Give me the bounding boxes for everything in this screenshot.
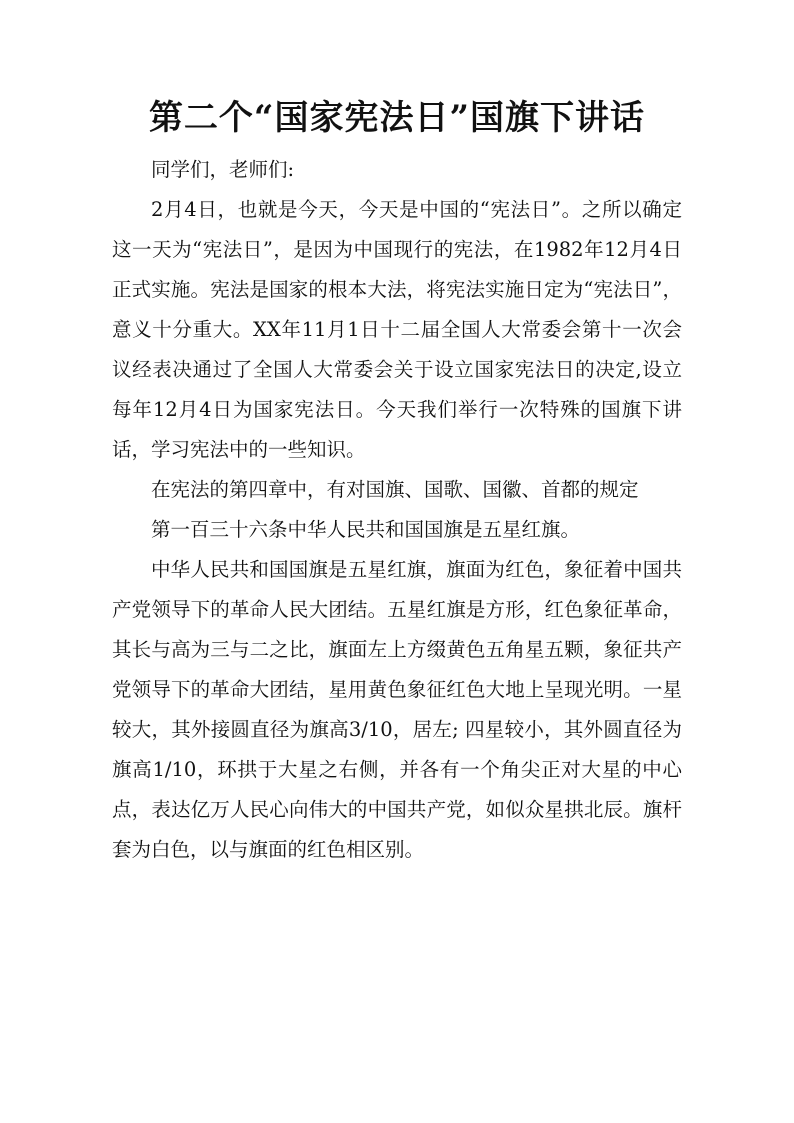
article-136-paragraph: 第一百三十六条中华人民共和国国旗是五星红旗。 <box>151 518 581 541</box>
document-body <box>112 150 682 870</box>
intro-paragraph: 2月4日，也就是今天，今天是中国的“宪法日”。之所以确定这一天为“宪法日”，是因为中国现行的宪法，在1982年12月4日正式实施。宪法是国家的根本大法，将宪法实施日定为“宪法日”，意义十分重大。XX年11月1日十二届全国人大常委会第十一次会议经表决通过了全国人大常委会关于设立国家宪法日的决定,设立每年12月4日为国家宪法日。今天我们举行一次特殊的国旗下讲话，学习宪法中的一些知识。 <box>112 198 682 461</box>
chapter-four-paragraph: 在宪法的第四章中，有对国旗、国歌、国徽、首都的规定 <box>151 478 639 501</box>
flag-description-paragraph: 中华人民共和国国旗是五星红旗，旗面为红色，象征着中国共产党领导下的革命人民大团结。五星红旗是方形，红色象征革命，其长与高为三与二之比，旗面左上方缀黄色五角星五颗，象征共产党领导下的革命大团结，星用黄色象征红色大地上呈现光明。一星较大，其外接圆直径为旗高3/10，居左; 四星较小，其外圆直径为旗高1/10，环拱于大星之右侧，并各有一个角尖正对大星的中心点，表达亿万人民心向伟大的中国共产党，如似众星拱北辰。旗杆套为白色，以与旗面的红色相区别。 <box>112 558 682 861</box>
salutation-paragraph: 同学们，老师们: <box>151 158 295 181</box>
page-title: 第二个“国家宪法日”国旗下讲话 <box>148 98 646 138</box>
